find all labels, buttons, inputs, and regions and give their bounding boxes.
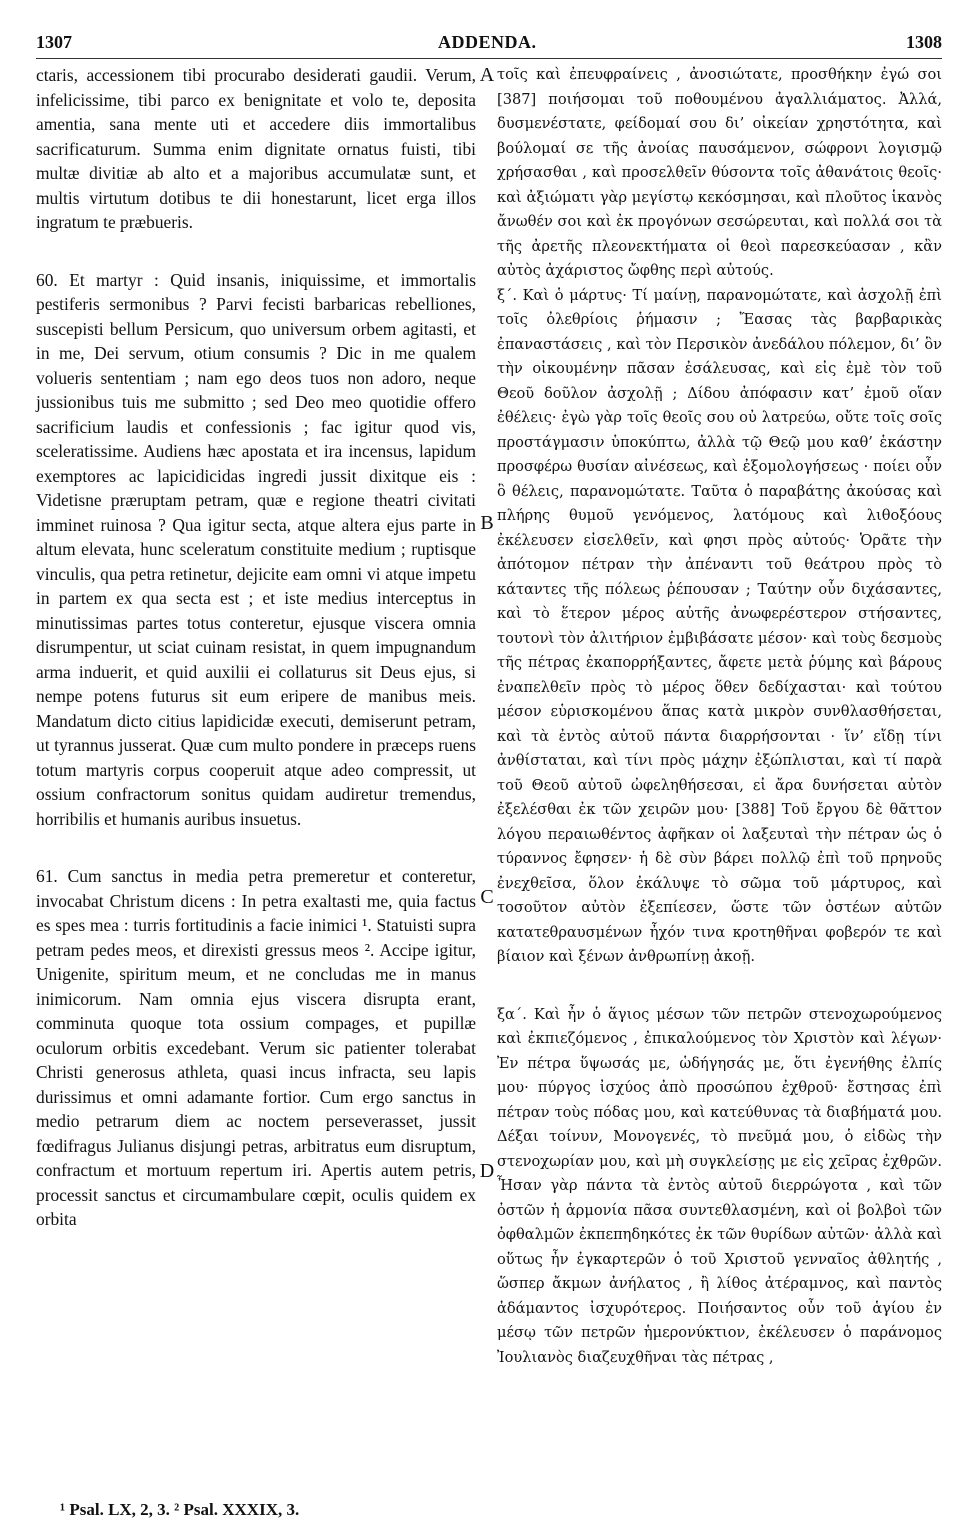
latin-paragraph-60: 60. Et martyr : Quid insanis, iniquissime, et immortalis pestiferis sermonibus ? Parvi fecisti barbaricas rebelliones, suscepisti bellum Persicum, quo universum orbem agitasti, et in me, Dei servum, otium consumis ? Dic in me qualem volueris sententiam ; nam ego deos tuos non adoro, neque jussionibus tuis me submitto ; sed Deo meo quotidie offero sacrificium laudis et confessionis ; fac igitur quod vis, sceleratissime. Audiens hæc apostata et ira incensus, lapidum exemptores ac lapicidicidas ingredi jussit dixitque eis : Videtisne præruptam petram, quæ e regione theatri civitati imminet ruinosa ? Qua igitur secta, atque altera ejus parte in altum elevata, hunc sceleratum constituite medium ; ruptisque vinculis, qua petra retinetur, dejicite eam omni vi atque impetu in partem ex qua secta est ; et iste medius interceptus in minutissimas partes totus conteretur, ejusque viscera omnia disrumpentur, ut sciat cuinam resistat, in quem impugnandum arma induerit, et quid auxilii ei collaturus sit Deus ejus, si nempe potens futurus sit eum eripere de manibus meis. Mandatum dicto citius lapidicidæ executi, demiserunt petram, ut tyrannus jusserat. Quæ cum multo pondere in præceps ruens totum martyris corpus cooperuit atque adeo compressit, ut ossium confractorum sonitus quidam audiretur tremendus, horribilis et humanis auribus insuetus. <box>36 269 476 829</box>
margin-letter-a: A <box>479 64 495 86</box>
latin-paragraph-61: 61. Cum sanctus in media petra premeretur et conteretur, invocabat Christum dicens : In petra exaltasti me, quia factus es spes mea : turris fortitudinis a facie inimici ¹. Statuisti supra petram pedes meos, et direxisti gressus meos ². Accipe igitur, Unigenite, spiritum meum, et ne concludas me in manus inimicorum. Nam omnia ejus viscera disrupta erant, comminuta quoque tota ossium compages, et pupillæ oculorum orbitis excedebant. Verum sic patienter tolerabat Christi generosus athleta, quasi incus infracta, seu lapis durissimus et omni adamante fortior. Cum ergo sanctus in medio petrarum diem ac noctem perseverasset, jussit fœdifragus Julianus disjungi petras, arbitratus eum disruptum, confractum et mortuum repertum iri. Apertis autem petris, processit sanctus et circumambulare cœpit, oculis quidem ex orbita <box>36 866 476 1229</box>
latin-column <box>36 63 476 1232</box>
greek-paragraph-60: ξ΄. Καὶ ὁ μάρτυς· Τί μαίνῃ, παρανομώτατε, καὶ ἀσχολῇ ἐπὶ τοῖς ὀλεθρίοις ῥήμασιν ; Ἔασας τὰς βαρβαρικὰς ἐπαναστάσεις , καὶ τὸν Περσικὸν ἀνεδάλου πόλεμον, δι’ ὃν τὴν οἰκουμένην πᾶσαν ἐσάλευσας, καὶ εἰς ἐμὲ τὸν τοῦ Θεοῦ δοῦλον ἀσχολῇ ; Δίδου ἀπόφασιν κατ’ ἐμοῦ οἵαν ἐθέλεις· ἐγὼ γὰρ τοῖς θεοῖς σου οὐ λατρεύω, οὔτε τοῖς σοῖς προστάγμασιν ὑποκύπτω, ἀλλὰ τῷ Θεῷ μου καθ’ ἑκάστην προσφέρω θυσίαν αἰνέσεως, καὶ ἐξομολογήσεως · ποίει οὖν ὃ θέλεις, παρανομώτατε. Ταῦτα ὁ παραβάτης ἀκούσας καὶ πλήρης θυμοῦ γενόμενος, λατόμους καὶ λιθοξόους ἐκέλευσεν εἰσελθεῖν, καὶ φησι πρὸς αὐτούς· Ὁρᾶτε τὴν ἀπότομον πέτραν τὴν ἀπέναντι τοῦ θεάτρου πρὸς τὸ κάταντες τῆς πόλεως ῥέπουσαν ; Ταύτην οὖν διχάσαντες, καὶ τὸ ἕτερον μέρος αὐτῆς ἀνωφερέστερον στήσαντες, τουτονὶ τὸν ἀλιτήριον ἐμβιβάσατε μέσον· καὶ τοὺς δεσμοὺς τῆς πέτρας ἐκαπορρήξαντες, ἄφετε μετὰ ῥύμης καὶ βάρους ἐναπελθεῖν πρὸς τὸ μέρος ὅθεν δεδίχασται· καὶ τούτου μέσον εὑρισκομένου ἅπας κατὰ μικρὸν συνθλασθήσεται, καὶ τὰ ἐντὸς αὐτοῦ πάντα διαρρήσονται · ἵν’ εἴδῃ τίνι ἀνθίσταται, καὶ τίνι πρὸς μάχην ἐξώπλισται, καὶ τί παρὰ τοῦ Θεοῦ αὐτοῦ ὠφεληθήσεσαι, εἰ ἄρα δυνήσεται αὐτὸν ἐξελέσθαι ἐκ τῶν χειρῶν μου· [388] Τοῦ ἔργου δὲ θᾶττον λόγου περαιωθέντος ἀφῆκαν οἱ λαξευταὶ τὴν πέτραν ὡς ὁ τύραννος ἔφησεν· ἡ δὲ σὺν βάρει πολλῷ ἐπὶ τοῦ πρηνοῦς ἐνεχθεῖσα, ὅλον ἐκάλυψε τὸ σῶμα τοῦ μάρτυρος, καὶ τοσοῦτον αὐτὸν ἐξεπίεσεν, ὥστε τῶν ὀστέων αὐτῶν κατατεθραυσμένων ἦχόν τινα κροτηθῆναι φοβερόν τε καὶ βίαιον καὶ ξένων ἀνθρωπίνῃ ἀκοῇ. <box>497 286 942 965</box>
greek-column <box>497 63 942 1370</box>
running-title: ADDENDA. <box>438 32 537 52</box>
page-header <box>36 30 942 56</box>
greek-paragraph-61: ξα΄. Καὶ ἦν ὁ ἅγιος μέσων τῶν πετρῶν στενοχωρούμενος καὶ ἐκπιεζόμενος , ἐπικαλούμενος τὸν Χριστὸν καὶ λέγων· Ἐν πέτρα ὕψωσάς με, ὡδήγησάς με, ὅτι ἐγενήθης ἐλπίς μου· πύργος ἰσχύος ἀπὸ προσώπου ἐχθροῦ· ἔστησας ἐπὶ πέτραν τοὺς πόδας μου, καὶ κατεύθυνας τὰ διαβήματά μου. Δέξαι τοίνυν, Μονογενές, τὸ πνεῦμά μου, ὁ εἰδὼς τὴν στενοχωρίαν μου, καὶ μὴ συγκλείσῃς με εἰς χεῖρας ἐχθρῶν. Ἦσαν γὰρ πάντα τὰ ἐντὸς αὐτοῦ διερρώγοτα , καὶ τῶν ὀστῶν ἡ ἁρμονία πᾶσα συντεθλασμένη, καὶ οἱ βολβοὶ τῶν ὀφθαλμῶν ἐκπεπηδηκότες ἐκ τῶν θυρίδων αὐτῶν· ἀλλὰ καὶ οὕτως ἦν ἐγκαρτερῶν ὁ τοῦ Χριστοῦ γενναῖος ἀθλητής , ὥσπερ ἄκμων ἀνήλατος , ἢ λίθος ἀτέραμνος, καὶ παντὸς ἀδάμαντος ἰσχυρότερος. Ποιήσαντος οὖν τοῦ ἁγίου ἐν μέσῳ τῶν πετρῶν ἡμερονύκτιον, ἐκέλευσεν ὁ παράνομος Ἰουλιανὸς διαζευχθῆναι τὰς πέτρας , <box>497 1005 942 1366</box>
page-number-left: 1307 <box>36 32 72 52</box>
page-number-right: 1308 <box>906 32 942 52</box>
greek-paragraph-intro: τοῖς καὶ ἐπευφραίνεις , ἀνοσιώτατε, προσθήκην ἐγώ σοι [387] ποιήσομαι τοῦ ποθουμένου ἀγαλλιάματος. Ἀλλά, δυσμενέστατε, φείδομαί σου δι’ οἰκείαν χρηστότητα, καὶ βούλομαί σε τῆς ἀνοίας παυσάμενον, σώφρονι λογισμῷ χρήσασθαι , καὶ προσελθεῖν θύσοντα τοῖς ἀθανάτοις θεοῖς· καὶ ἀξιώματι γὰρ μεγίστῳ κεκόσμησαι, καὶ πλοῦτος ἱκανὸς ἄνωθέν σοι καὶ ἐκ προγόνων σεσώρευται, καὶ πολλά σοι τὰ τῆς ἀρετῆς πλεονεκτήματα οἱ θεοὶ παρεσκεύασαν , κἂν αὐτὸς ἀχάριστος ὤφθης περὶ αὐτούς. <box>497 66 942 279</box>
header-rule <box>36 58 942 59</box>
margin-letter-c: C <box>480 886 494 908</box>
latin-paragraph-intro: ctaris, accessionem tibi procurabo desiderati gaudii. Verum, infelicissime, tibi parco ex benignitate et volo te, deposita amentia, sana mente uti et accedere diis immortalibus sacrificaturum. Summa enim dignitate ornatus fuisti, tibi multæ divitiæ ab alto et a majoribus accumulatæ sunt, et multis virtutum dotibus te dii honestarunt, licet erga illos ingratum te præbueris. <box>36 65 476 232</box>
footnotes: ¹ Psal. LX, 2, 3. ² Psal. XXXIX, 3. <box>60 1500 300 1519</box>
margin-letter-d: D <box>479 1160 495 1182</box>
margin-letter-b: B <box>480 512 494 534</box>
